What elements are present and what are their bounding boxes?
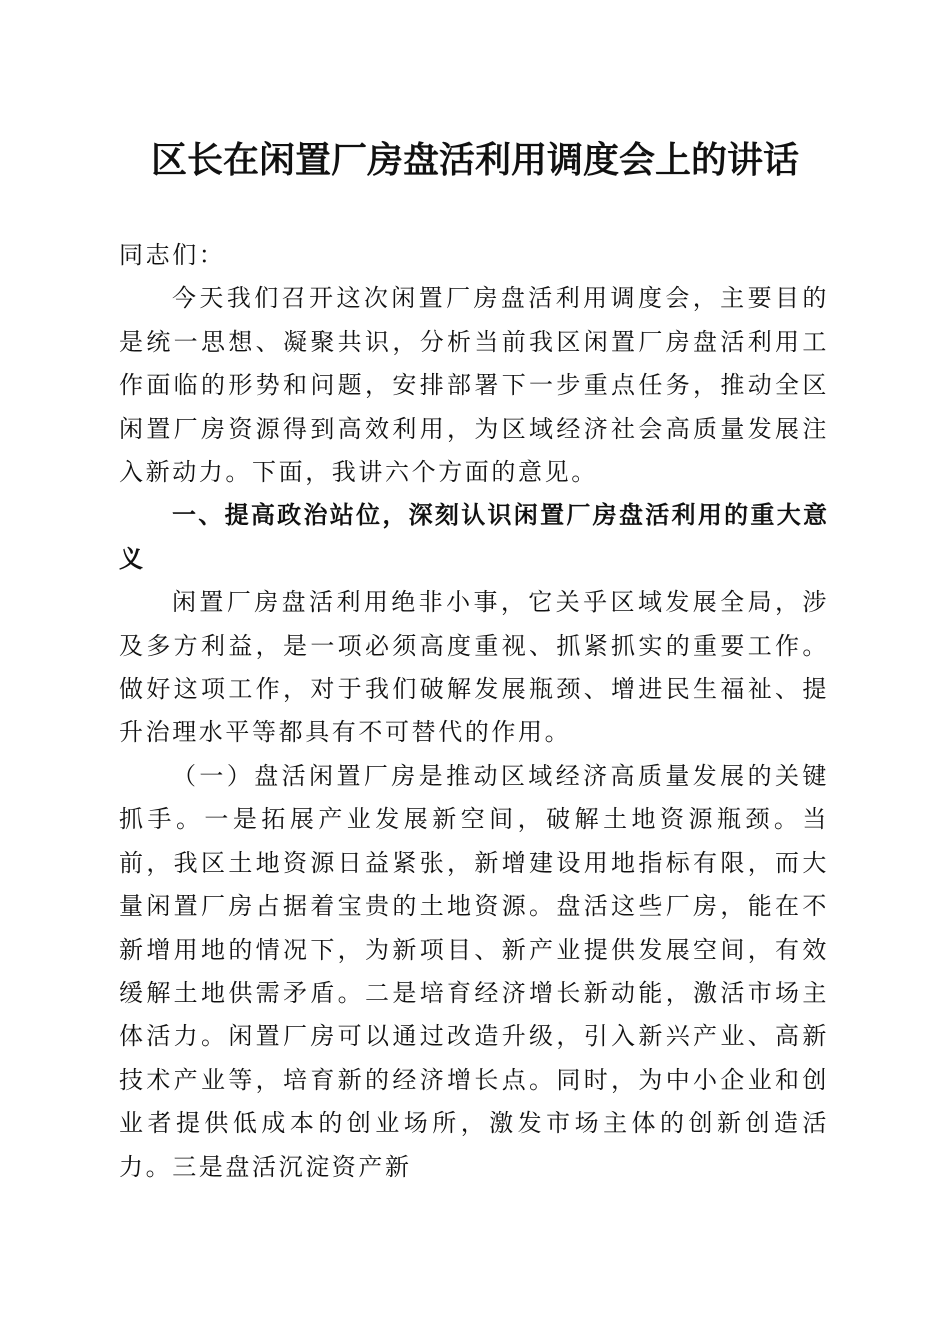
document-title: 区长在闲置厂房盘活利用调度会上的讲话: [150, 139, 799, 181]
salutation: 同志们：: [119, 241, 226, 269]
subsection-paragraph: （一）盘活闲置厂房是推动区域经济高质量发展的关键抓手。一是拓展产业发展新空间，破解土地资源瓶颈。当前，我区土地资源日益紧张，新增建设用地指标有限，而大量闲置厂房占据着宝贵的土地资源。盘活这些厂房，能在不新增用地的情况下，为新项目、新产业提供发展空间，有效缓解土地供需矛盾。二是培育经济增长新动能，激活市场主体活力。闲置厂房可以通过改造升级，引入新兴产业、高新技术产业等，培育新的经济增长点。同时，为中小企业和创业者提供低成本的创业场所，激发市场主体的创新创造活力。三是盘活沉淀资产新: [119, 761, 829, 1181]
document-body: [119, 234, 829, 1189]
section-heading: 一、提高政治站位，深刻认识闲置厂房盘活利用的重大意义: [119, 501, 829, 573]
section-intro-paragraph: 闲置厂房盘活利用绝非小事，它关乎区域发展全局，涉及多方利益，是一项必须高度重视、抓紧抓实的重要工作。做好这项工作，对于我们破解发展瓶颈、增进民生福祉、提升治理水平等都具有不可替代的作用。: [119, 588, 829, 747]
paragraph-opening: 今天我们召开这次闲置厂房盘活利用调度会，主要目的是统一思想、凝聚共识，分析当前我区闲置厂房盘活利用工作面临的形势和问题，安排部署下一步重点任务，推动全区闲置厂房资源得到高效利用，为区域经济社会高质量发展注入新动力。下面，我讲六个方面的意见。: [119, 284, 829, 487]
